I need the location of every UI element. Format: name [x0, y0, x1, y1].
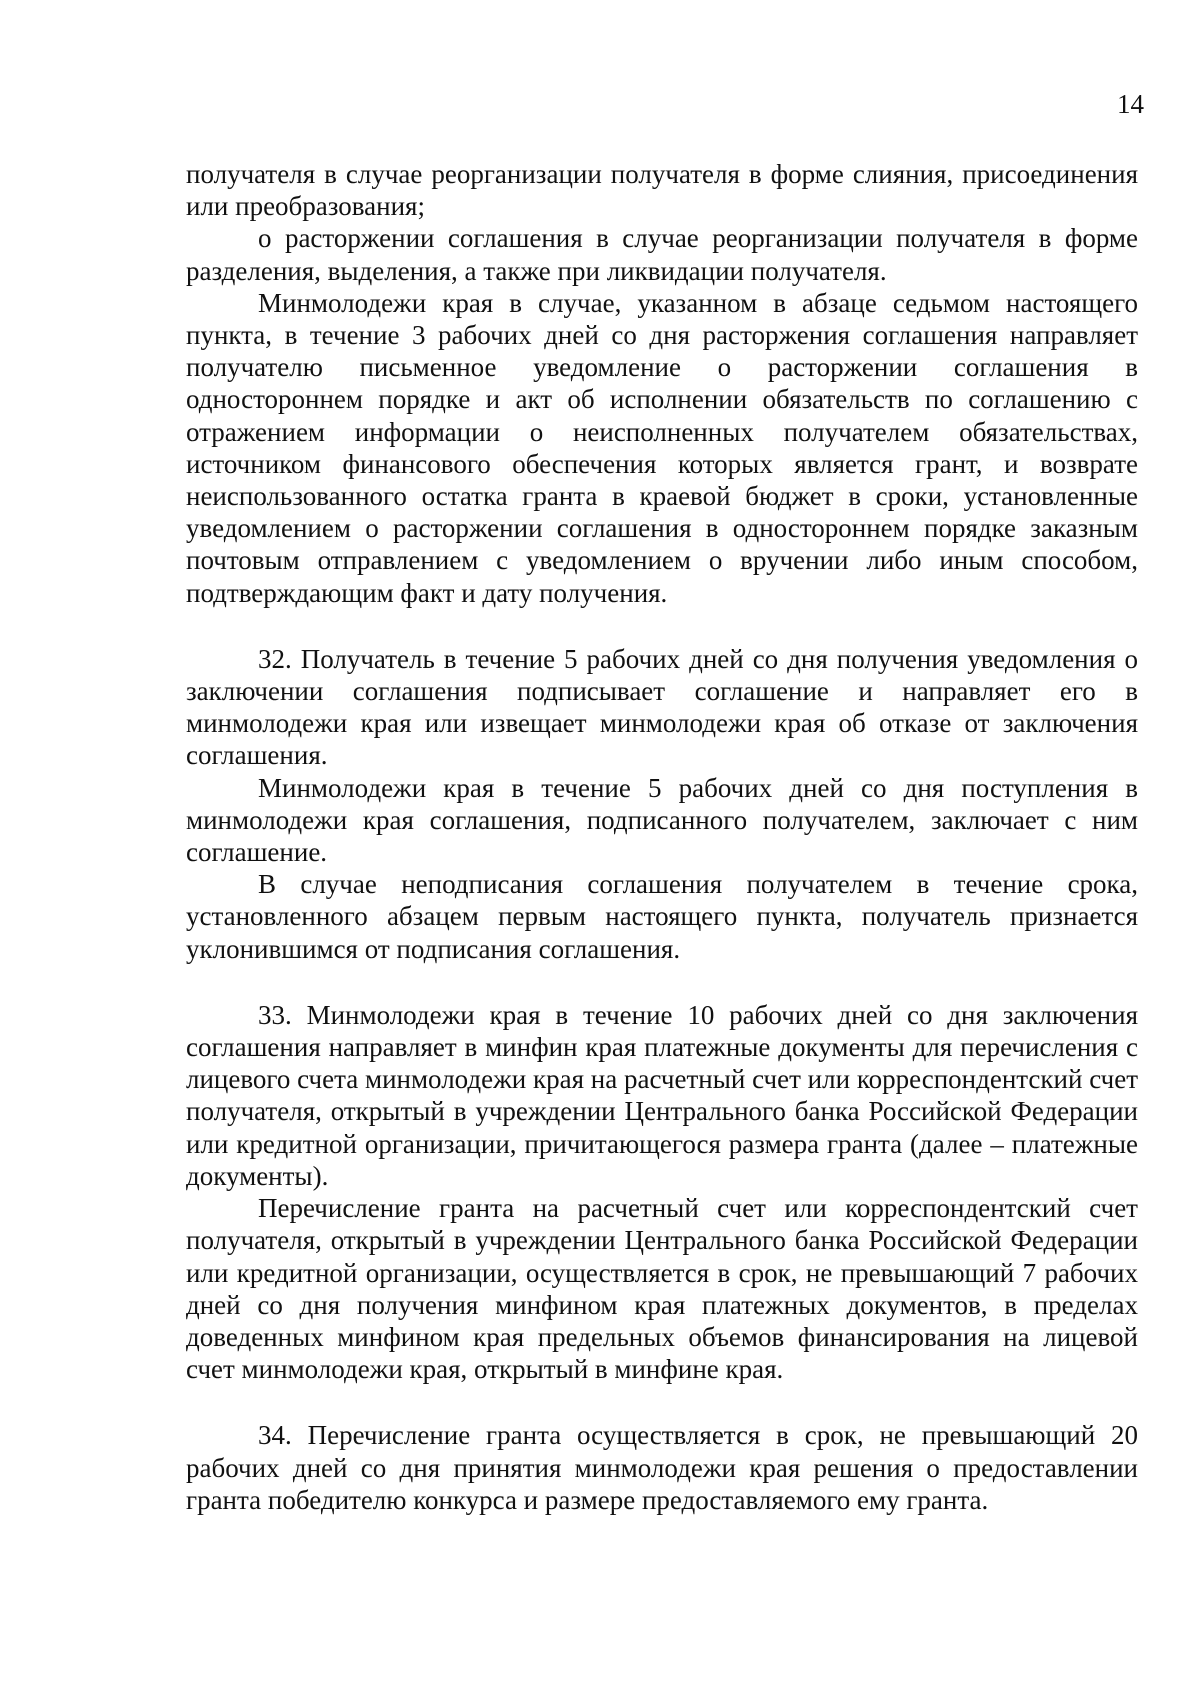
paragraph-5: Минмолодежи края в течение 5 рабочих дней со дня поступления в минмолодежи края соглашения, подписанного получателем, заключает с ним соглашение. [186, 772, 1138, 868]
paragraph-item-33: 33. Минмолодежи края в течение 10 рабочих дней со дня заключения соглашения направляет в минфин края платежные документы для перечисления с лицевого счета минмолодежи края на расчетный счет или корреспондентский счет получателя, открытый в учреждении Центрального банка Российской Федерации или кредитной организации, причитающегося размера гранта (далее – платежные документы). [186, 999, 1138, 1191]
page-number: 14 [1117, 89, 1144, 119]
paragraph-item-34: 34. Перечисление гранта осуществляется в срок, не превышающий 20 рабочих дней со дня принятия минмолодежи края решения о предоставлении гранта победителю конкурса и размере предоставляемого ему гранта. [186, 1420, 1138, 1515]
paragraph-item-32: 32. Получатель в течение 5 рабочих дней со дня получения уведомления о заключении соглашения подписывает соглашение и направляет его в минмолодежи края или извещает минмолодежи края об отказе от заключения соглашения. [186, 643, 1138, 771]
paragraph-1: получателя в случае реорганизации получателя в форме слияния, присоединения или преобразования; [186, 159, 1138, 222]
paragraph-6: В случае неподписания соглашения получателем в течение срока, установленного абзацем первым настоящего пункта, получатель признается уклонившимся от подписания соглашения. [186, 869, 1138, 964]
paragraph-2: о расторжении соглашения в случае реорганизации получателя в форме разделения, выделения, а также при ликвидации получателя. [186, 223, 1138, 286]
document-body [186, 158, 1138, 1516]
paragraph-3: Минмолодежи края в случае, указанном в абзаце седьмом настоящего пункта, в течение 3 рабочих дней со дня расторжения соглашения направляет получателю письменное уведомление о расторжении соглашения в одностороннем порядке и акт об исполнении обязательств по соглашению с отражением информации о неисполненных получателем обязательствах, источником финансового обеспечения которых является грант, и возврате неиспользованного остатка гранта в краевой бюджет в сроки, установленные уведомлением о расторжении соглашения в одностороннем порядке заказным почтовым отправлением с уведомлением о вручении либо иным способом, подтверждающим факт и дату получения. [186, 287, 1138, 608]
paragraph-8: Перечисление гранта на расчетный счет или корреспондентский счет получателя, открытый в учреждении Центрального банка Российской Федерации или кредитной организации, осуществляется в срок, не превышающий 7 рабочих дней со дня получения минфином края платежных документов, в пределах доведенных минфином края предельных объемов финансирования на лицевой счет минмолодежи края, открытый в минфине края. [186, 1193, 1138, 1385]
